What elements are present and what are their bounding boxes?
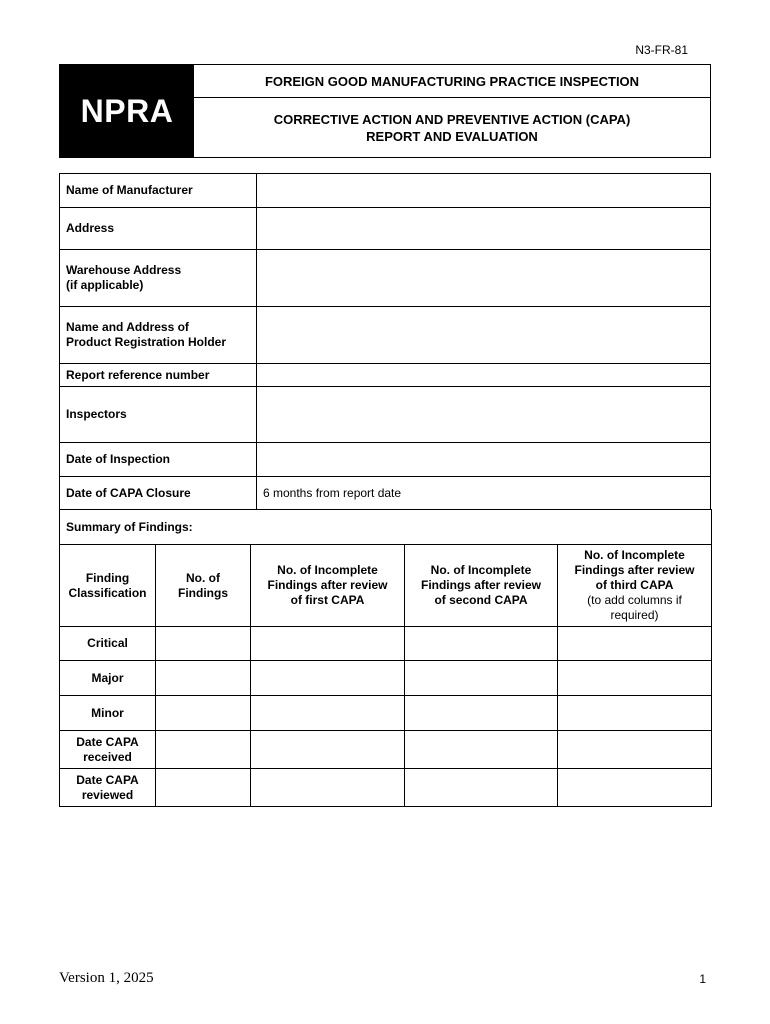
document-reference: N3-FR-81	[635, 43, 688, 57]
info-row-registration-holder	[60, 307, 711, 364]
inspection-date-field[interactable]	[257, 443, 711, 477]
footer-version: Version 1, 2025	[59, 970, 154, 986]
info-label: Address	[60, 208, 257, 250]
row-label-capa-received: Date CAPA received	[60, 731, 156, 769]
minor-first-capa-cell[interactable]	[251, 696, 405, 731]
info-label: Date of CAPA Closure	[60, 477, 257, 510]
table-row	[60, 661, 712, 696]
major-first-capa-cell[interactable]	[251, 661, 405, 696]
row-label-critical: Critical	[60, 627, 156, 661]
major-third-capa-cell[interactable]	[558, 661, 712, 696]
page-number: 1	[699, 972, 706, 986]
header-second-capa: No. of Incomplete Findings after review of second CAPA	[405, 545, 558, 627]
info-label: Warehouse Address (if applicable)	[60, 250, 257, 307]
received-second-capa-cell[interactable]	[405, 731, 558, 769]
minor-third-capa-cell[interactable]	[558, 696, 712, 731]
info-row-report-ref	[60, 364, 711, 387]
info-label: Report reference number	[60, 364, 257, 387]
received-first-capa-cell[interactable]	[251, 731, 405, 769]
info-row-inspection-date	[60, 443, 711, 477]
reviewed-second-capa-cell[interactable]	[405, 769, 558, 807]
info-row-inspectors	[60, 387, 711, 443]
table-row	[60, 696, 712, 731]
registration-holder-field[interactable]	[257, 307, 711, 364]
form-subtitle	[194, 98, 710, 157]
info-row-address	[60, 208, 711, 250]
major-count-cell[interactable]	[156, 661, 251, 696]
info-row-manufacturer	[60, 174, 711, 208]
info-label: Name and Address of Product Registration Holder	[60, 307, 257, 364]
table-row	[60, 769, 712, 807]
header-num-findings: No. of Findings	[156, 545, 251, 627]
critical-second-capa-cell[interactable]	[405, 627, 558, 661]
header-first-capa: No. of Incomplete Findings after review of first CAPA	[251, 545, 405, 627]
warehouse-address-field[interactable]	[257, 250, 711, 307]
info-label: Inspectors	[60, 387, 257, 443]
info-label: Name of Manufacturer	[60, 174, 257, 208]
minor-count-cell[interactable]	[156, 696, 251, 731]
major-second-capa-cell[interactable]	[405, 661, 558, 696]
inspectors-field[interactable]	[257, 387, 711, 443]
reviewed-third-capa-cell[interactable]	[558, 769, 712, 807]
table-row	[60, 731, 712, 769]
address-field[interactable]	[257, 208, 711, 250]
form-header	[59, 64, 711, 158]
header-third-capa: No. of Incomplete Findings after review of third CAPA (to add columns if required)	[558, 545, 712, 627]
critical-first-capa-cell[interactable]	[251, 627, 405, 661]
header-classification: Finding Classification	[60, 545, 156, 627]
info-row-capa-closure	[60, 477, 711, 510]
inspection-info-table	[59, 173, 711, 510]
info-row-warehouse	[60, 250, 711, 307]
manufacturer-name-field[interactable]	[257, 174, 711, 208]
row-label-minor: Minor	[60, 696, 156, 731]
form-title: FOREIGN GOOD MANUFACTURING PRACTICE INSPECTION	[194, 65, 710, 98]
summary-title-row	[60, 510, 712, 545]
critical-third-capa-cell[interactable]	[558, 627, 712, 661]
critical-count-cell[interactable]	[156, 627, 251, 661]
subtitle-line-1: CORRECTIVE ACTION AND PREVENTIVE ACTION (CAPA)	[273, 111, 631, 127]
received-third-capa-cell[interactable]	[558, 731, 712, 769]
subtitle-line-2: REPORT AND EVALUATION	[366, 128, 538, 144]
npra-logo: NPRA	[60, 65, 194, 157]
summary-of-findings-table	[59, 509, 712, 807]
row-label-major: Major	[60, 661, 156, 696]
reviewed-first-capa-cell[interactable]	[251, 769, 405, 807]
header-text	[194, 65, 710, 157]
row-label-capa-reviewed: Date CAPA reviewed	[60, 769, 156, 807]
table-row	[60, 627, 712, 661]
minor-second-capa-cell[interactable]	[405, 696, 558, 731]
capa-closure-field[interactable]: 6 months from report date	[257, 477, 711, 510]
info-label: Date of Inspection	[60, 443, 257, 477]
summary-header-row	[60, 545, 712, 627]
reviewed-count-cell[interactable]	[156, 769, 251, 807]
received-count-cell[interactable]	[156, 731, 251, 769]
report-reference-field[interactable]	[257, 364, 711, 387]
summary-title: Summary of Findings:	[60, 510, 712, 545]
